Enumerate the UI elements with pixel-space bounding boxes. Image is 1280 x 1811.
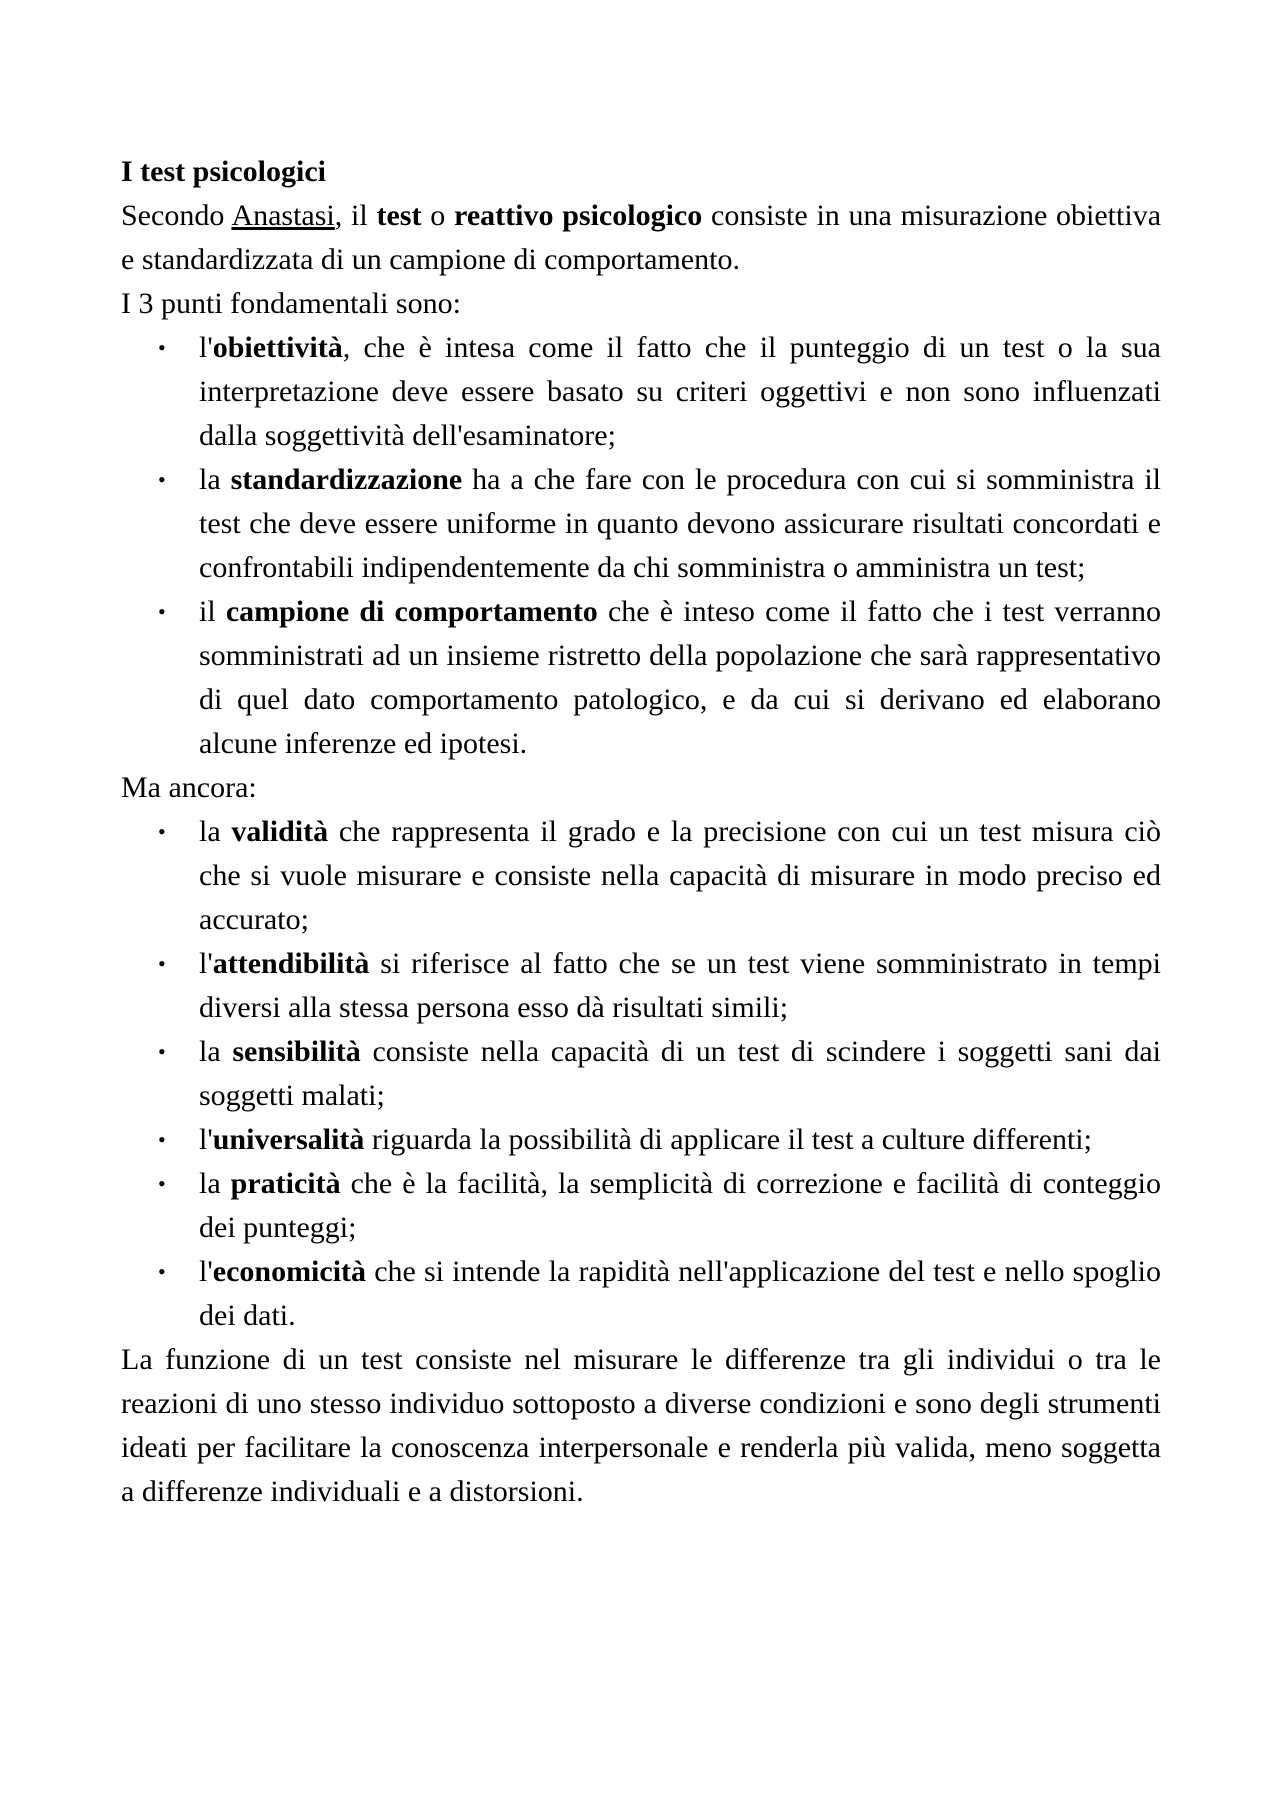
list-item-term: sensibilità: [232, 1035, 361, 1068]
bullet-icon: •: [158, 599, 166, 624]
closing-paragraph: La funzione di un test consiste nel misurare le differenze tra gli individui o tra le reazioni di uno stesso individuo sottoposto a diverse condizioni e sono degli strumenti ideati per facilitare la conoscenza interpersonale e renderla più valida, meno soggetta a differenze individuali e a distorsioni.: [121, 1343, 1161, 1508]
list-item: [121, 1162, 1161, 1250]
bullet-list-2: [121, 810, 1161, 1338]
list-item: [121, 1250, 1161, 1338]
list-item-prefix: l': [199, 331, 213, 364]
bullet-icon: •: [158, 1171, 166, 1196]
list-item: [121, 942, 1161, 1030]
bullet-icon: •: [158, 1127, 166, 1152]
list-item-prefix: l': [199, 1255, 213, 1288]
list-item-prefix: la: [199, 1035, 233, 1068]
list-item-term: campione di comportamento: [225, 595, 598, 628]
list-item-prefix: il: [199, 595, 226, 628]
list-item-prefix: l': [199, 1123, 213, 1156]
list-item: [121, 810, 1161, 942]
list-item-text: ha a che fare con le procedura con cui si somministra il test che deve essere uniforme in quanto devono assicurare risultati concordati e confrontabili indipendentemente da chi somministra o amministra un test;: [199, 463, 1161, 584]
list-item-prefix: la: [199, 1167, 231, 1200]
list-item: [121, 458, 1161, 590]
list-item-term: universalità: [212, 1123, 365, 1156]
list-item-text: riguarda la possibilità di applicare il test a culture differenti;: [364, 1123, 1092, 1156]
intro-text-2: , il: [334, 199, 377, 232]
term-test: test: [376, 199, 422, 232]
list-item-term: obiettività: [212, 331, 343, 364]
list-item-prefix: la: [199, 815, 232, 848]
document-title: I test psicologici: [121, 155, 326, 188]
list-item-term: validità: [231, 815, 329, 848]
list-item-text: che è la facilità, la semplicità di correzione e facilità di conteggio dei punteggi;: [199, 1167, 1161, 1244]
intro-text-1: Secondo: [121, 199, 232, 232]
list-item: [121, 1030, 1161, 1118]
intro-paragraph: [121, 194, 1161, 282]
list-item: [121, 326, 1161, 458]
list-item-prefix: la: [199, 463, 231, 496]
list-item-term: standardizzazione: [230, 463, 463, 496]
document-page: [121, 150, 1161, 1514]
list-item-term: economicità: [212, 1255, 367, 1288]
bullet-icon: •: [158, 951, 166, 976]
list-item-prefix: l': [199, 947, 213, 980]
list-item-term: attendibilità: [212, 947, 370, 980]
intro-text-4: consiste in una misurazione obiettiva e standardizzata di un campione di comportamento.: [121, 199, 1162, 276]
bullet-icon: •: [158, 467, 166, 492]
list-item-text: che rappresenta il grado e la precisione con cui un test misura ciò che si vuole misurare e consiste nella capacità di misurare in modo preciso ed accurato;: [199, 815, 1161, 936]
list-item-text: , che è intesa come il fatto che il punteggio di un test o la sua interpretazione deve essere basato su criteri oggettivi e non sono influenzati dalla soggettività dell'esaminatore;: [199, 331, 1161, 452]
bullet-icon: •: [158, 335, 166, 360]
bullet-icon: •: [158, 1039, 166, 1064]
list-item: [121, 590, 1161, 766]
list-item-text: che si intende la rapidità nell'applicazione del test e nello spoglio dei dati.: [199, 1255, 1161, 1332]
lead-paragraph-2: Ma ancora:: [121, 771, 257, 804]
bullet-icon: •: [158, 819, 166, 844]
list-item-text: si riferisce al fatto che se un test viene somministrato in tempi diversi alla stessa persona esso dà risultati simili;: [199, 947, 1161, 1024]
intro-text-3: o: [421, 199, 455, 232]
lead-paragraph-1: I 3 punti fondamentali sono:: [121, 287, 461, 320]
list-item-term: praticità: [230, 1167, 341, 1200]
term-reattivo: reattivo psicologico: [454, 199, 703, 232]
list-item: [121, 1118, 1161, 1162]
author-name: Anastasi: [231, 199, 335, 232]
bullet-icon: •: [158, 1259, 166, 1284]
list-item-text: consiste nella capacità di un test di scindere i soggetti sani dai soggetti malati;: [199, 1035, 1161, 1112]
bullet-list-1: [121, 326, 1161, 766]
list-item-text: che è inteso come il fatto che i test verranno somministrati ad un insieme ristretto della popolazione che sarà rappresentativo di quel dato comportamento patologico, e da cui si derivano ed elaborano alcune inferenze ed ipotesi.: [199, 595, 1161, 760]
